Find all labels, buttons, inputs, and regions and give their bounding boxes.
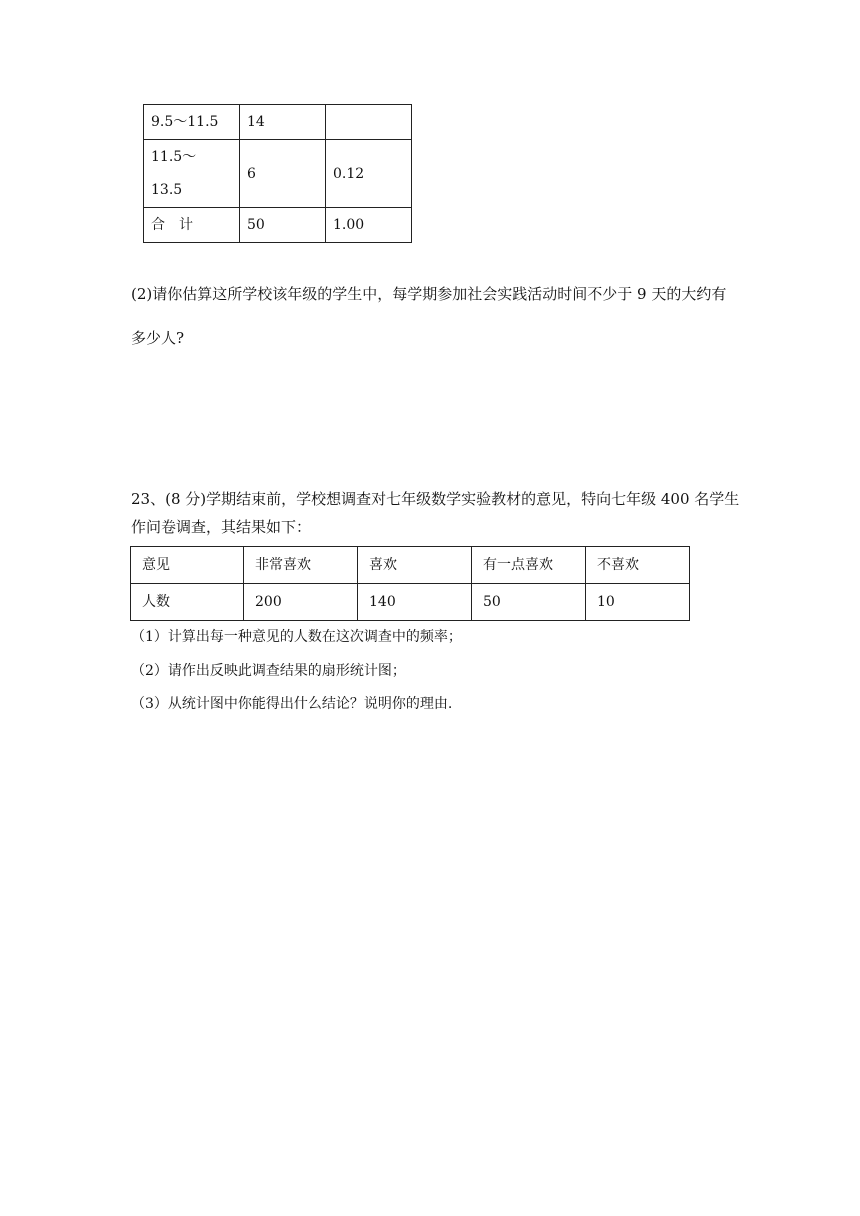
value-cell: 50 <box>472 584 586 621</box>
frequency-table <box>143 104 412 243</box>
table-cell-total-label: 合 计 <box>144 208 240 243</box>
table-cell-range <box>144 140 240 208</box>
value-cell: 140 <box>358 584 472 621</box>
question-23-line-2: 作问卷调查，其结果如下： <box>131 518 312 536</box>
table-row <box>144 105 412 140</box>
header-cell: 非常喜欢 <box>244 547 358 584</box>
range-line-2: 13.5 <box>151 181 183 198</box>
question-2-line-1: (2)请你估算这所学校该年级的学生中，每学期参加社会实践活动时间不少于 9 天的大约有 <box>131 285 727 303</box>
table-cell-frequency <box>326 105 412 140</box>
table-row <box>131 584 690 621</box>
value-cell: 10 <box>586 584 690 621</box>
table-cell-frequency: 1.00 <box>326 208 412 243</box>
table-cell-count: 50 <box>240 208 326 243</box>
value-cell: 200 <box>244 584 358 621</box>
table-row <box>144 208 412 243</box>
question-23-line-1: 23、(8 分)学期结束前，学校想调查对七年级数学实验教材的意见，特向七年级 400 名学生 <box>131 490 740 508</box>
range-line-1: 11.5～ <box>151 148 197 165</box>
value-cell: 人数 <box>131 584 244 621</box>
table-cell-count: 6 <box>240 140 326 208</box>
question-2-line-2: 多少人? <box>131 329 185 347</box>
sub-question-2: （2）请作出反映此调查结果的扇形统计图； <box>131 663 406 679</box>
survey-table <box>130 546 690 621</box>
header-cell: 有一点喜欢 <box>472 547 586 584</box>
sub-question-1: （1）计算出每一种意见的人数在这次调查中的频率； <box>131 629 462 645</box>
table-cell-frequency: 0.12 <box>326 140 412 208</box>
table-cell-count: 14 <box>240 105 326 140</box>
header-cell: 意见 <box>131 547 244 584</box>
table-row <box>144 140 412 208</box>
sub-question-3: （3）从统计图中你能得出什么结论？说明你的理由. <box>131 696 453 712</box>
header-cell: 不喜欢 <box>586 547 690 584</box>
header-cell: 喜欢 <box>358 547 472 584</box>
table-cell-range: 9.5～11.5 <box>144 105 240 140</box>
table-row <box>131 547 690 584</box>
